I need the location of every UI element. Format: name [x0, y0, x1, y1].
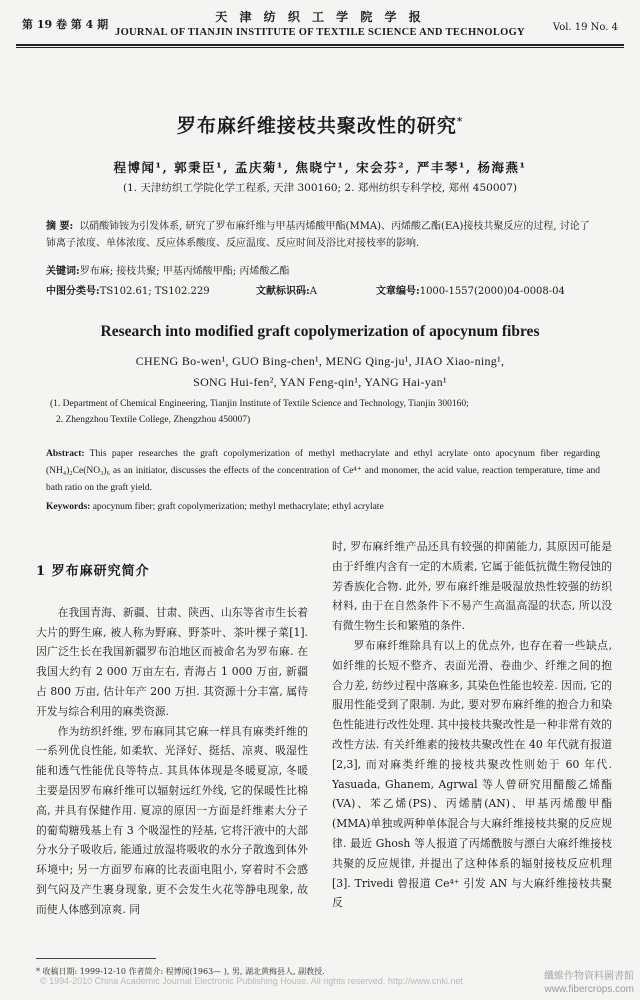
keywords-en-text: apocynum fiber; graft copolymerization; methyl methacrylate; ethyl acrylate	[92, 502, 384, 512]
body-column-left	[36, 562, 308, 920]
affiliation-en-line-2: 2. Zhengzhou Textile College, Zhengzhou 450007)	[56, 415, 251, 425]
watermark	[544, 970, 634, 996]
header-rule-thick	[16, 44, 624, 46]
footnote-rule	[36, 958, 156, 959]
body-paragraph: 在我国青海、新疆、甘肃、陕西、山东等省市生长着大片的野生麻, 被人称为野麻、野茶叶、茶叶棵子菜[1]. 因广泛生长在我国新疆罗布泊地区而被命名为罗布麻. 在我国大约有 2 000 万亩左右, 青海占 1 000 万亩, 新疆占 800 万亩, 估计年产 200 万担. 其资源十分丰富, 属待开发与综合利用的麻类资源.	[36, 605, 308, 718]
classification-line	[46, 282, 610, 297]
section-heading: 1 罗布麻研究简介	[36, 564, 150, 579]
keywords-en-label: Keywords:	[46, 502, 91, 512]
article-no-value: 1000-1557(2000)04-0008-04	[419, 286, 565, 297]
body-column-right	[332, 537, 612, 913]
keywords-cn	[46, 262, 594, 277]
doc-code-label: 文献标识码:	[256, 286, 310, 297]
abstract-en-label: Abstract:	[46, 449, 85, 459]
keywords-en	[46, 502, 600, 512]
article-title-cn-text: 罗布麻纤维接枝共聚改性的研究	[176, 115, 457, 137]
abstract-cn-label: 摘 要:	[46, 221, 74, 232]
abstract-cn-text: 以硝酸铈铵为引发体系, 研究了罗布麻纤维与甲基丙烯酸甲酯(MMA)、丙烯酸乙酯(EA)接枝共聚反应的过程, 讨论了铈离子浓度、单体浓度、反应体系酸度、反应温度、反应时间及浴比对接枝率的影响.	[46, 221, 590, 249]
article-title-en: Research into modified graft copolymerization of apocynum fibres	[100, 323, 540, 340]
affiliation-cn: (1. 天津纺织工学院化学工程系, 天津 300160; 2. 郑州纺织专科学校, 郑州 450007)	[123, 182, 517, 194]
watermark-line-1: 纖維作物資料圖書館	[544, 971, 634, 982]
copyright-notice: © 1994-2010 China Academic Journal Electronic Publishing House. All rights reserved. http://www.cnki.net	[40, 976, 463, 986]
volume-issue-en: Vol. 19 No. 4	[552, 22, 618, 33]
journal-title-block	[16, 8, 624, 38]
authors-cn: 程博闻¹, 郭秉臣¹, 孟庆菊¹, 焦晓宁¹, 宋会芬², 严丰琴¹, 杨海燕¹	[113, 160, 527, 175]
clc-value: TS102.61; TS102.229	[99, 286, 210, 297]
affiliation-en-line-1: (1. Department of Chemical Engineering, Tianjin Institute of Textile Science and Technology, Tianjin 300160;	[50, 399, 469, 409]
authors-en	[0, 351, 640, 393]
journal-name-en: JOURNAL OF TIANJIN INSTITUTE OF TEXTILE SCIENCE AND TECHNOLOGY	[115, 27, 525, 38]
abstract-cn	[46, 218, 594, 252]
doc-code-value: A	[309, 286, 317, 297]
doc-code-field	[256, 282, 376, 297]
abstract-en	[46, 446, 600, 497]
watermark-line-2: www.fibercrops.com	[544, 984, 634, 995]
header-rule-thin	[16, 47, 624, 48]
running-header	[16, 8, 624, 42]
article-no-label: 文章编号:	[376, 286, 420, 297]
body-paragraph: 罗布麻纤维除具有以上的优点外, 也存在着一些缺点, 如纤维的长短不整齐、表面光滑、卷曲少、纤维之间的抱合力差, 纺纱过程中落麻多, 其染色性能也较差. 因而, 它的服用性能受到了限制. 为此, 要对罗布麻纤维的抱合力和染色性能进行改性处理. 其中接枝共聚改性是一种非常有效的改性方法. 有关纤维素的接枝共聚改性在 40 年代就有报道[2,3], 而对麻类纤维的接枝共聚改性则始于 60 年代. Yasuada, Ghanem, Agrwal 等人曾研究用醋酸乙烯酯(VA)、苯乙烯(PS)、丙烯腈(AN)、甲基丙烯酸甲酯(MMA)单独或两种单体混合与大麻纤维接枝共聚的反应规律. 最近 Ghosh 等人报道了丙烯酰胺与漂白大麻纤维接枝共聚的反应规律, 并提出了这种体系的辐射接枝反应机理[3]. Trivedi 曾报道 Ce⁴⁺ 引发 AN 与大麻纤维接枝共聚反	[332, 638, 612, 910]
article-no-field	[376, 282, 565, 297]
keywords-cn-text: 罗布麻; 接枝共聚; 甲基丙烯酸甲酯; 丙烯酸乙酯	[79, 266, 290, 277]
volume-issue-cn: 第 19 卷 第 4 期	[22, 18, 109, 31]
abstract-en-text: This paper researches the graft copolymerization of methyl methacrylate and ethyl acrylate onto apocynum fiber regarding (NH₄)₂Ce(NO₃)₆ as an initiator, discusses the effects of the concentration of Ce⁴⁺ and monomer, the acid value, reaction temperature, time and bath ratio on the graft yield.	[46, 449, 600, 493]
affiliation-en	[50, 396, 600, 428]
clc-field	[46, 282, 256, 297]
authors-en-line-2: SONG Hui-fen², YAN Feng-qin¹, YANG Hai-yan¹	[193, 375, 447, 389]
journal-name-cn: 天 津 纺 织 工 学 院 学 报	[215, 10, 425, 24]
title-footnote-mark: *	[456, 116, 464, 128]
article-title-cn	[0, 111, 640, 138]
authors-en-line-1: CHENG Bo-wen¹, GUO Bing-chen¹, MENG Qing-ju¹, JIAO Xiao-ning¹,	[135, 354, 505, 368]
body-paragraph: 作为纺织纤维, 罗布麻同其它麻一样具有麻类纤维的一系列优良性能, 如柔软、光泽好、挺括、凉爽、吸湿性能和透气性能优良等特点. 其具体体现是冬暖夏凉, 冬暖主要是因罗布麻纤维可以辐射远红外线, 它的保暖性比棉高, 并具有保健作用. 夏凉的原因一方面是纤维素大分子的葡萄糖残基上有 3 个吸湿性的羟基, 它将汗液中的大部分水分子吸收后, 能通过放湿将吸收的水分子散逸到体外环境中; 另一方面罗布麻的比表面电阻小, 穿着时不会感到气闷及产生裹身现象, 更不会发生火花等静电现象, 故而使人体感到凉爽. 同	[36, 724, 308, 916]
body-paragraph: 时, 罗布麻纤维产品还具有较强的抑菌能力, 其原因可能是由于纤维内含有一定的木质素, 它属于能低抗微生物侵蚀的芳香族化合物. 此外, 罗布麻纤维是吸湿放热性较强的纺织材料, 由于在自然条件下不易产生高温高湿的状态, 所以没有微生物生长和繁殖的条件.	[332, 540, 612, 633]
footnote: * 收稿日期: 1999-12-10 作者简介: 程博闻(1963— ), 男, 湖北黄梅县人, 副教授.	[36, 967, 325, 976]
keywords-cn-label: 关键词:	[46, 266, 80, 277]
clc-label: 中图分类号:	[46, 286, 100, 297]
